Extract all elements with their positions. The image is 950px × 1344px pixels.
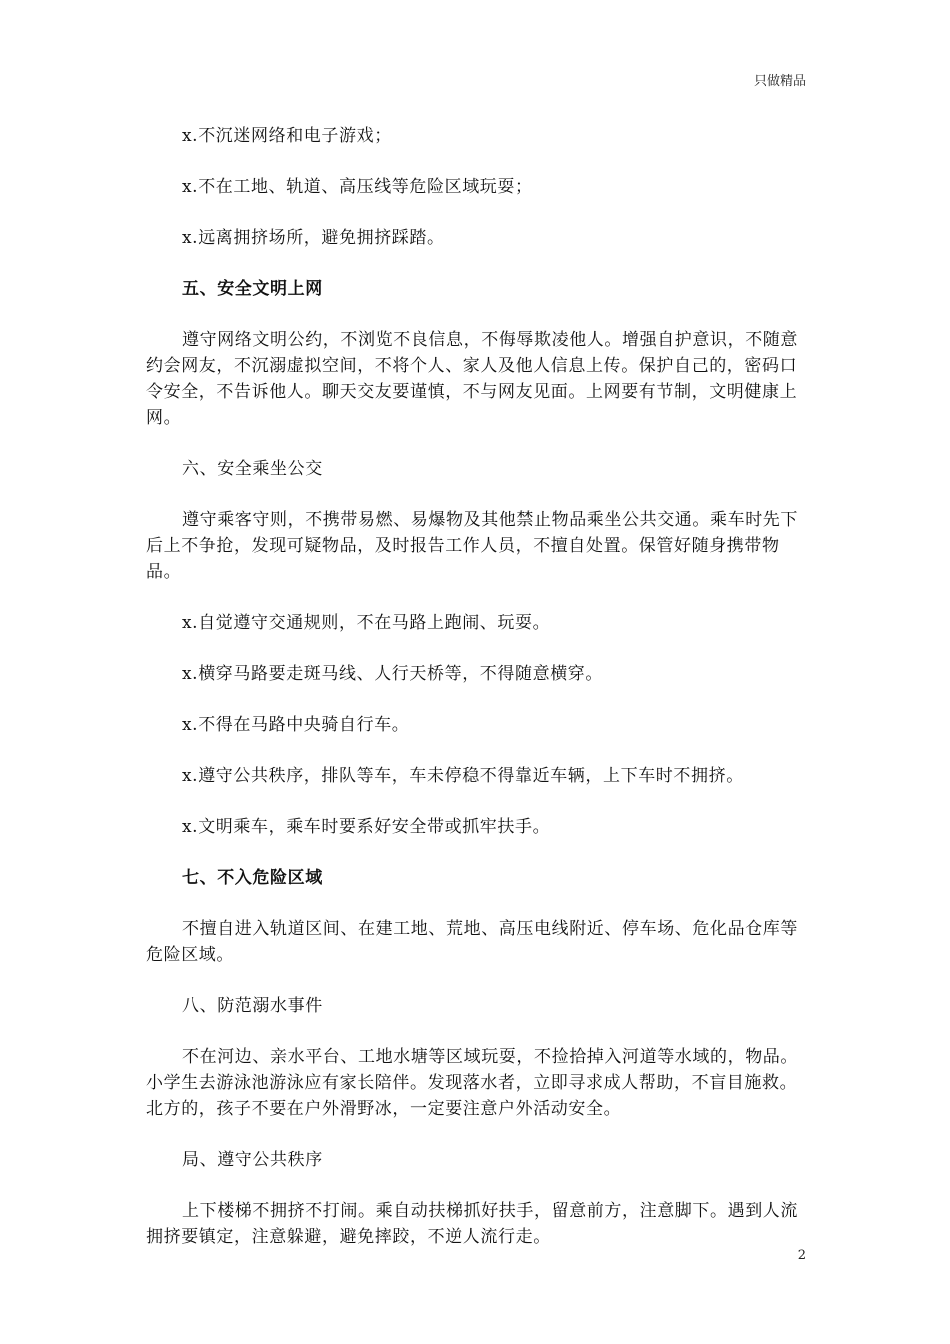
section-title: 局、遵守公共秩序 [182, 1150, 323, 1170]
section-heading: 七、不入危险区域 [182, 868, 323, 888]
section-title: 八、防范溺水事件 [182, 996, 323, 1016]
list-item: x.遵守公共秩序，排队等车，车未停稳不得靠近车辆，上下车时不拥挤。 [182, 766, 744, 786]
list-item: x.自觉遵守交通规则，不在马路上跑闹、玩耍。 [182, 613, 551, 633]
list-item: x.不在工地、轨道、高压线等危险区域玩耍； [182, 177, 533, 197]
list-item: x.不得在马路中央骑自行车。 [182, 715, 410, 735]
list-item: x.不沉迷网络和电子游戏； [182, 126, 392, 146]
document-body [146, 123, 806, 1275]
paragraph: 不擅自进入轨道区间、在建工地、荒地、高压电线附近、停车场、危化品仓库等危险区域。 [146, 919, 798, 965]
section-title: 六、安全乘坐公交 [182, 459, 323, 479]
paragraph: 上下楼梯不拥挤不打闹。乘自动扶梯抓好扶手，留意前方，注意脚下。遇到人流拥挤要镇定，注意躲避，避免摔跤，不逆人流行走。 [146, 1201, 798, 1247]
paragraph: 不在河边、亲水平台、工地水塘等区域玩耍，不捡拾掉入河道等水域的，物品。小学生去游泳池游泳应有家长陪伴。发现落水者，立即寻求成人帮助，不盲目施救。北方的，孩子不要在户外滑野冰，一定要注意户外活动安全。 [146, 1047, 798, 1119]
paragraph: 遵守网络文明公约，不浏览不良信息，不侮辱欺凌他人。增强自护意识，不随意约会网友，不沉溺虚拟空间，不将个人、家人及他人信息上传。保护自己的，密码口令安全，不告诉他人。聊天交友要谨慎，不与网友见面。上网要有节制，文明健康上网。 [146, 330, 798, 428]
paragraph: 遵守乘客守则，不携带易燃、易爆物及其他禁止物品乘坐公共交通。乘车时先下后上不争抢，发现可疑物品，及时报告工作人员，不擅自处置。保管好随身携带物品。 [146, 510, 798, 582]
list-item: x.文明乘车，乘车时要系好安全带或抓牢扶手。 [182, 817, 551, 837]
list-item: x.横穿马路要走斑马线、人行天桥等，不得随意横穿。 [182, 664, 603, 684]
list-item: x.远离拥挤场所，避免拥挤踩踏。 [182, 228, 445, 248]
page-header: 只做精品 [753, 74, 806, 89]
section-heading: 五、安全文明上网 [182, 279, 323, 299]
page-number: 2 [797, 1248, 806, 1263]
